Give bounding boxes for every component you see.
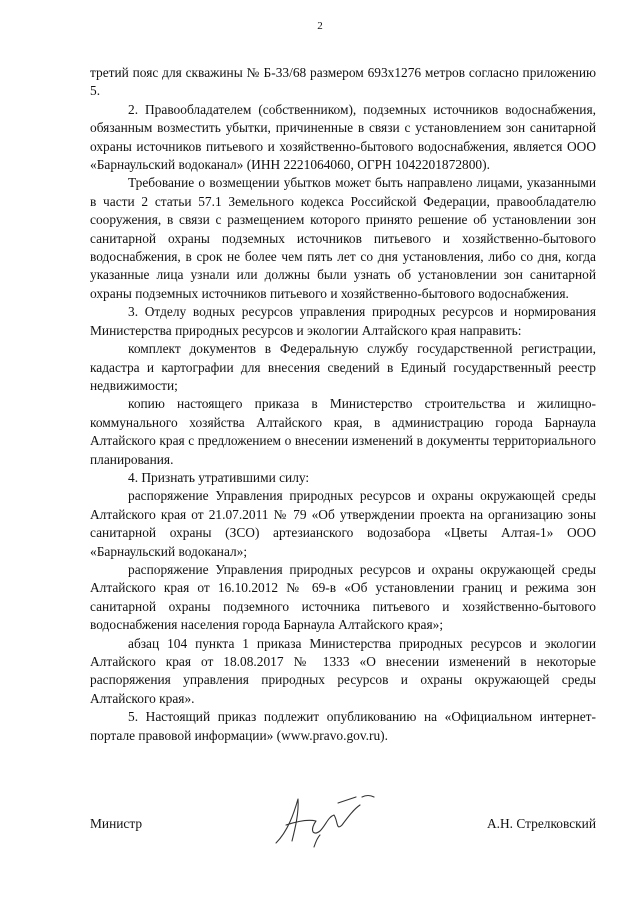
paragraph-item-4-b: распоряжение Управления природных ресурсов и охраны окружающей среды Алтайского края от 16.10.2012 № 69-в «Об установлении границ и режима зон санитарной охраны подземного источника питьевого и хозяйственно-бытового водоснабжения населения города Барнаула Алтайского края»; (90, 561, 596, 633)
paragraph-item-3-b: копию настоящего приказа в Министерство строительства и жилищно-коммунального хозяйства Алтайского края, в администрацию города Барнаула Алтайского края с предложением о внесении изменений в документы территориального планирования. (90, 396, 596, 467)
paragraph-item-4-a: распоряжение Управления природных ресурсов и охраны окружающей среды Алтайского края от 21.07.2011 № 79 «Об утверждении проекта на организацию зоны санитарной охраны (ЗСО) артезианского водозабора «Цветы Алтая-1» ООО «Барнаульский водоканал»; (90, 488, 596, 559)
paragraph-item-3: 3. Отделу водных ресурсов управления природных ресурсов и нормирования Министерства природных ресурсов и экологии Алтайского края направить: (90, 304, 596, 338)
paragraph-item-4: 4. Признать утратившими силу: (128, 469, 310, 485)
signatory-title: Министр (90, 816, 143, 831)
handwritten-signature (268, 791, 378, 853)
paragraph-item-2: 2. Правообладателем (собственником), подземных источников водоснабжения, обязанным возместить убытки, причиненные в связи с установлением зон санитарной охраны источников питьевого и хозяйственно-бытового водоснабжения, является ООО «Барнаульский водоканал» (ИНН 2221064060, ОГРН 1042201872800). (90, 101, 596, 173)
paragraph-continuation: третий пояс для скважины № Б-33/68 размером 693х1276 метров согласно приложению 5. (90, 65, 596, 99)
paragraph-item-4-c: абзац 104 пункта 1 приказа Министерства природных ресурсов и экологии Алтайского края от 18.08.2017 № 1333 «О внесении изменений в некоторые распоряжения управления природных ресурсов и охраны окружающей среды Алтайского края». (90, 635, 596, 706)
paragraph-item-3-a: комплект документов в Федеральную службу государственной регистрации, кадастра и картографии для внесения сведений в Единый государственный реестр недвижимости; (90, 341, 596, 393)
signatory-name: А.Н. Стрелковский (486, 816, 596, 831)
paragraph-item-5: 5. Настоящий приказ подлежит опубликованию на «Официальном интернет-портале правовой информации» (www.pravo.gov.ru). (90, 709, 596, 743)
page-number: 2 (317, 20, 323, 32)
paragraph-compensation: Требование о возмещении убытков может быть направлено лицами, указанными в части 2 статьи 57.1 Земельного кодекса Российской Федерации, правообладателю сооружения, в связи с размещением которого принято решение об установлении зон санитарной охраны подземных источников питьевого и хозяйственно-бытового водоснабжения, в срок не более чем пять лет со дня установления, либо со дня, когда указанные лица узнали или должны были узнать об установлении зон санитарной охраны подземных источников питьевого и хозяйственно-бытового водоснабжения. (90, 175, 596, 301)
document-body (90, 64, 596, 745)
